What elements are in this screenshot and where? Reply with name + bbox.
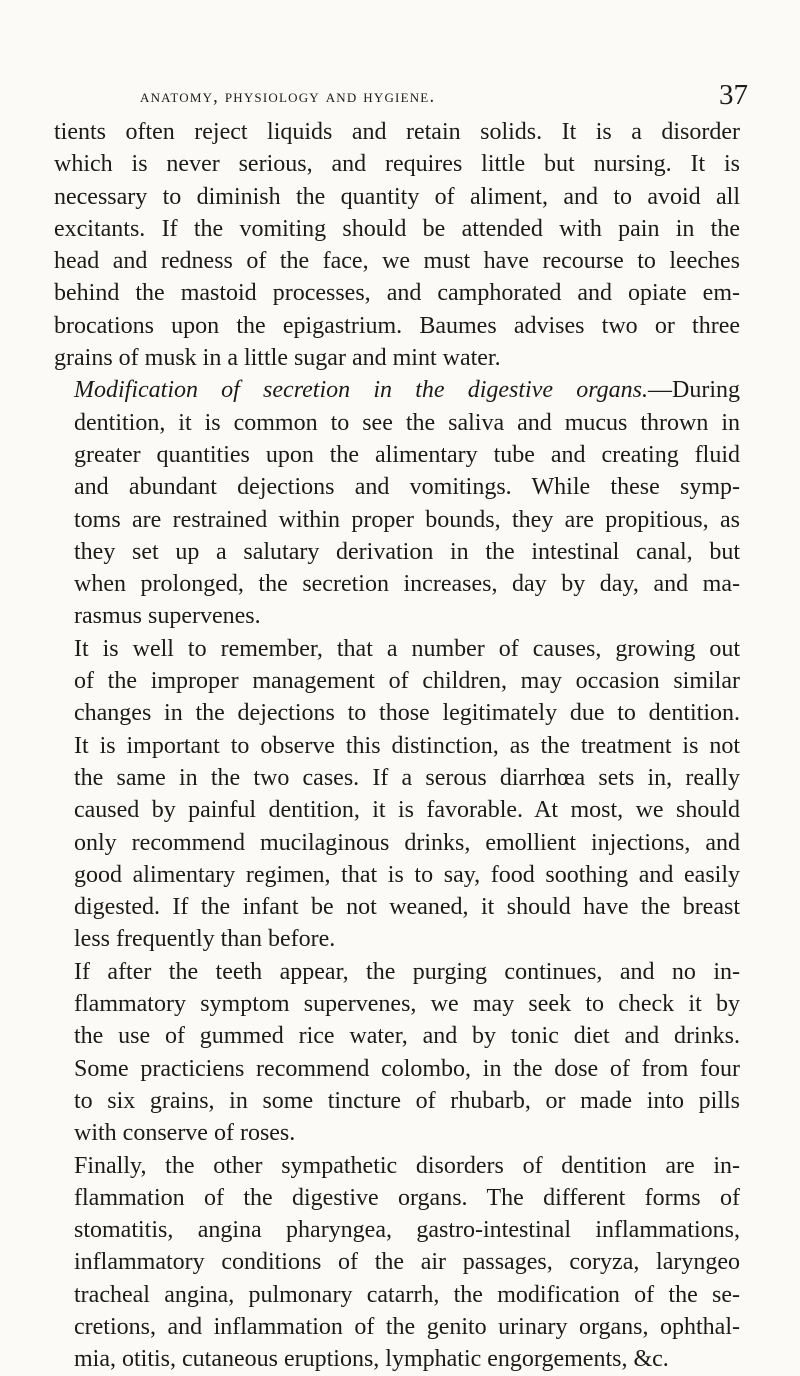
text-line: necessary to diminish the quantity of aliment, and to avoid all xyxy=(54,183,740,210)
text-line: they set up a salutary derivation in the intestinal canal, but xyxy=(74,538,740,565)
text-line: the same in the two cases. If a serous diarrhœa sets in, really xyxy=(74,764,740,791)
paragraph-secretion xyxy=(54,374,740,632)
page-number: 37 xyxy=(719,79,748,111)
text-line: greater quantities upon the alimentary tube and creating fluid xyxy=(74,441,740,468)
text-line: caused by painful dentition, it is favorable. At most, we should xyxy=(74,797,740,824)
heading-continuation: —During xyxy=(648,377,740,404)
text-line: toms are restrained within proper bounds, they are propitious, as xyxy=(74,506,740,533)
text-line: flammatory symptom supervenes, we may seek to check it by xyxy=(74,991,740,1018)
text-line: to six grains, in some tincture of rhubarb, or made into pills xyxy=(74,1087,740,1114)
text-line: head and redness of the face, we must have recourse to leeches xyxy=(54,248,740,275)
text-line-heading xyxy=(54,374,740,406)
body-text xyxy=(54,116,740,1376)
section-heading: Modification of secretion in the digestive organs. xyxy=(74,377,648,404)
text-line: cretions, and inflammation of the genito urinary organs, ophthal- xyxy=(74,1313,740,1340)
text-line: when prolonged, the secretion increases, day by day, and ma- xyxy=(74,571,740,598)
text-line: brocations upon the epigastrium. Baumes advises two or three xyxy=(54,312,740,339)
running-title: anatomy, physiology and hygiene. xyxy=(140,87,436,107)
text-line: grains of musk in a little sugar and mint water. xyxy=(54,345,501,372)
text-line: less frequently than before. xyxy=(74,926,336,953)
text-line: the use of gummed rice water, and by tonic diet and drinks. xyxy=(74,1023,740,1050)
text-line: behind the mastoid processes, and camphorated and opiate em- xyxy=(54,280,740,307)
text-line: which is never serious, and requires little but nursing. It is xyxy=(54,151,740,178)
paragraph-causes xyxy=(54,633,740,956)
text-line: Some practiciens recommend colombo, in the dose of from four xyxy=(74,1055,740,1082)
text-line: of the improper management of children, may occasion similar xyxy=(74,668,740,695)
text-line: changes in the dejections to those legitimately due to dentition. xyxy=(74,700,740,727)
text-line: flammation of the digestive organs. The different forms of xyxy=(74,1184,740,1211)
text-line: and abundant dejections and vomitings. While these symp- xyxy=(74,474,740,501)
text-line: rasmus supervenes. xyxy=(74,603,261,630)
paragraph-purging xyxy=(54,956,740,1150)
text-line: stomatitis, angina pharyngea, gastro-intestinal inflammations, xyxy=(74,1217,740,1244)
text-line: only recommend mucilaginous drinks, emollient injections, and xyxy=(74,829,740,856)
text-line: good alimentary regimen, that is to say, food soothing and easily xyxy=(74,861,740,888)
text-line: Finally, the other sympathetic disorders of dentition are in- xyxy=(74,1152,740,1179)
running-head xyxy=(0,79,800,119)
text-line: tracheal angina, pulmonary catarrh, the modification of the se- xyxy=(74,1281,740,1308)
text-line: digested. If the infant be not weaned, it should have the breast xyxy=(74,894,740,921)
text-line: excitants. If the vomiting should be attended with pain in the xyxy=(54,215,740,242)
text-line: mia, otitis, cutaneous eruptions, lymphatic engorgements, &c. xyxy=(74,1346,669,1373)
paragraph-vomiting xyxy=(54,116,740,374)
text-line: with conserve of roses. xyxy=(74,1120,296,1147)
text-line: dentition, it is common to see the saliva and mucus thrown in xyxy=(74,409,740,436)
text-line: inflammatory conditions of the air passages, coryza, laryngeo xyxy=(74,1249,740,1276)
text-line: tients often reject liquids and retain solids. It is a disorder xyxy=(54,119,740,145)
text-line: If after the teeth appear, the purging continues, and no in- xyxy=(74,958,740,985)
text-line: It is well to remember, that a number of causes, growing out xyxy=(74,635,740,662)
text-line: It is important to observe this distinction, as the treatment is not xyxy=(74,732,740,759)
paragraph-sympathetic-disorders xyxy=(54,1150,740,1376)
